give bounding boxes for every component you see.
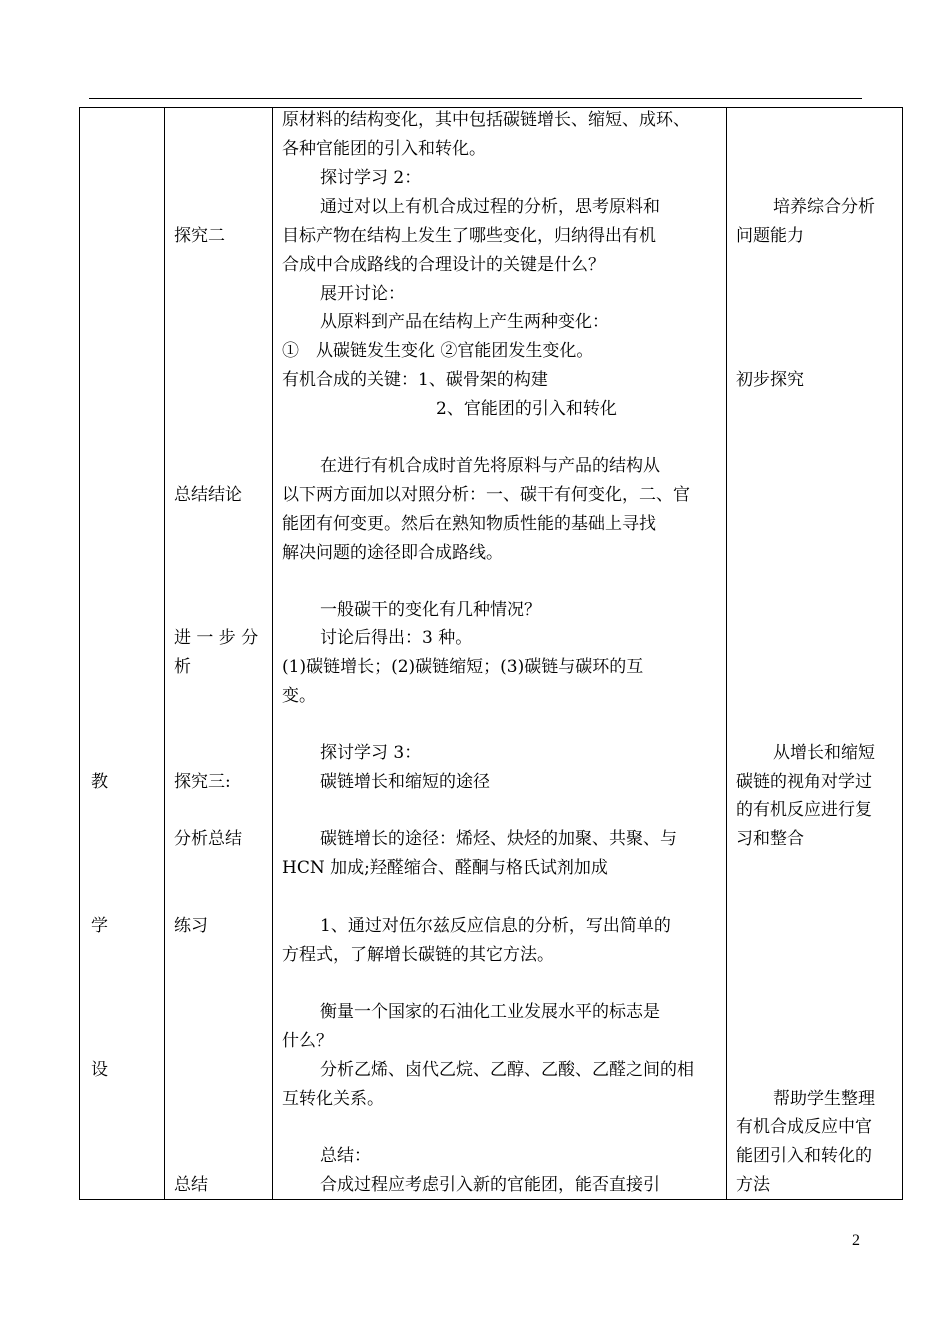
- content-line: 讨论后得出：3 种。: [320, 628, 473, 648]
- column-divider: [164, 108, 165, 1199]
- content-line: 通过对以上有机合成过程的分析，思考原料和: [320, 197, 660, 217]
- intent-line: 能团引入和转化的: [736, 1146, 872, 1166]
- content-line: (1)碳链增长；(2)碳链缩短；(3)碳链与碳环的互: [282, 657, 644, 677]
- content-line: 分析乙烯、卤代乙烷、乙醇、乙酸、乙醛之间的相: [320, 1060, 694, 1080]
- content-line: 总结：: [320, 1146, 371, 1166]
- content-line: 什么？: [282, 1031, 333, 1051]
- content-line: 解决问题的途径即合成路线。: [282, 543, 503, 563]
- intent-line: 方法: [736, 1175, 770, 1195]
- stage-char: 设: [91, 1060, 108, 1080]
- content-line: 各种官能团的引入和转化。: [282, 139, 486, 159]
- section-label: 练习: [174, 916, 208, 936]
- intent-line: 初步探究: [736, 370, 804, 390]
- content-line: 1、通过对伍尔兹反应信息的分析，写出简单的: [320, 916, 671, 936]
- section-label: 析: [174, 657, 191, 677]
- header-rule: [89, 98, 862, 99]
- intent-line: 习和整合: [736, 829, 804, 849]
- stage-char: 学: [91, 916, 108, 936]
- content-line: 衡量一个国家的石油化工业发展水平的标志是: [320, 1002, 660, 1022]
- content-line: 原材料的结构变化，其中包括碳链增长、缩短、成环、: [282, 110, 690, 130]
- section-label: 探究二: [174, 226, 225, 246]
- section-label: 总结: [174, 1175, 208, 1195]
- content-line: 一般碳干的变化有几种情况？: [320, 600, 541, 620]
- content-line: 变。: [282, 686, 316, 706]
- content-line: 以下两方面加以对照分析：一、碳干有何变化，二、官: [282, 485, 690, 505]
- content-line: 展开讨论：: [320, 284, 405, 304]
- column-divider: [726, 108, 727, 1199]
- intent-line: 有机合成反应中官: [736, 1117, 872, 1137]
- section-label: 进 一 步 分: [174, 628, 259, 648]
- section-label: 探究三:: [174, 772, 231, 792]
- content-line: ① 从碳链发生变化 ②官能团发生变化。: [282, 341, 594, 361]
- intent-line: 碳链的视角对学过: [736, 772, 872, 792]
- section-label: 总结结论: [174, 485, 242, 505]
- content-line: 在进行有机合成时首先将原料与产品的结构从: [320, 456, 660, 476]
- content-line: HCN 加成;羟醛缩合、醛酮与格氏试剂加成: [282, 858, 608, 878]
- intent-line: 问题能力: [736, 226, 804, 246]
- content-line: 有机合成的关键：1、碳骨架的构建: [282, 370, 548, 390]
- content-line: 从原料到产品在结构上产生两种变化：: [320, 312, 609, 332]
- section-label: 分析总结: [174, 829, 242, 849]
- column-divider: [272, 108, 273, 1199]
- content-line: 合成中合成路线的合理设计的关键是什么？: [282, 255, 605, 275]
- content-line: 碳链增长的途径：烯烃、炔烃的加聚、共聚、与: [320, 829, 677, 849]
- intent-line: 的有机反应进行复: [736, 800, 872, 820]
- content-line: 方程式，了解增长碳链的其它方法。: [282, 945, 554, 965]
- intent-line: 帮助学生整理: [773, 1089, 875, 1109]
- content-line: 碳链增长和缩短的途径: [320, 772, 490, 792]
- intent-line: 培养综合分析: [773, 197, 875, 217]
- content-line: 目标产物在结构上发生了哪些变化，归纳得出有机: [282, 226, 656, 246]
- intent-line: 从增长和缩短: [773, 743, 875, 763]
- stage-char: 教: [91, 772, 108, 792]
- content-line: 合成过程应考虑引入新的官能团，能否直接引: [320, 1175, 660, 1195]
- content-line: 互转化关系。: [282, 1089, 384, 1109]
- content-line: 探讨学习 3：: [320, 743, 422, 763]
- content-line: 能团有何变更。然后在熟知物质性能的基础上寻找: [282, 514, 656, 534]
- content-line: 2、官能团的引入和转化: [436, 399, 617, 419]
- content-line: 探讨学习 2：: [320, 168, 422, 188]
- page-number: 2: [852, 1232, 860, 1249]
